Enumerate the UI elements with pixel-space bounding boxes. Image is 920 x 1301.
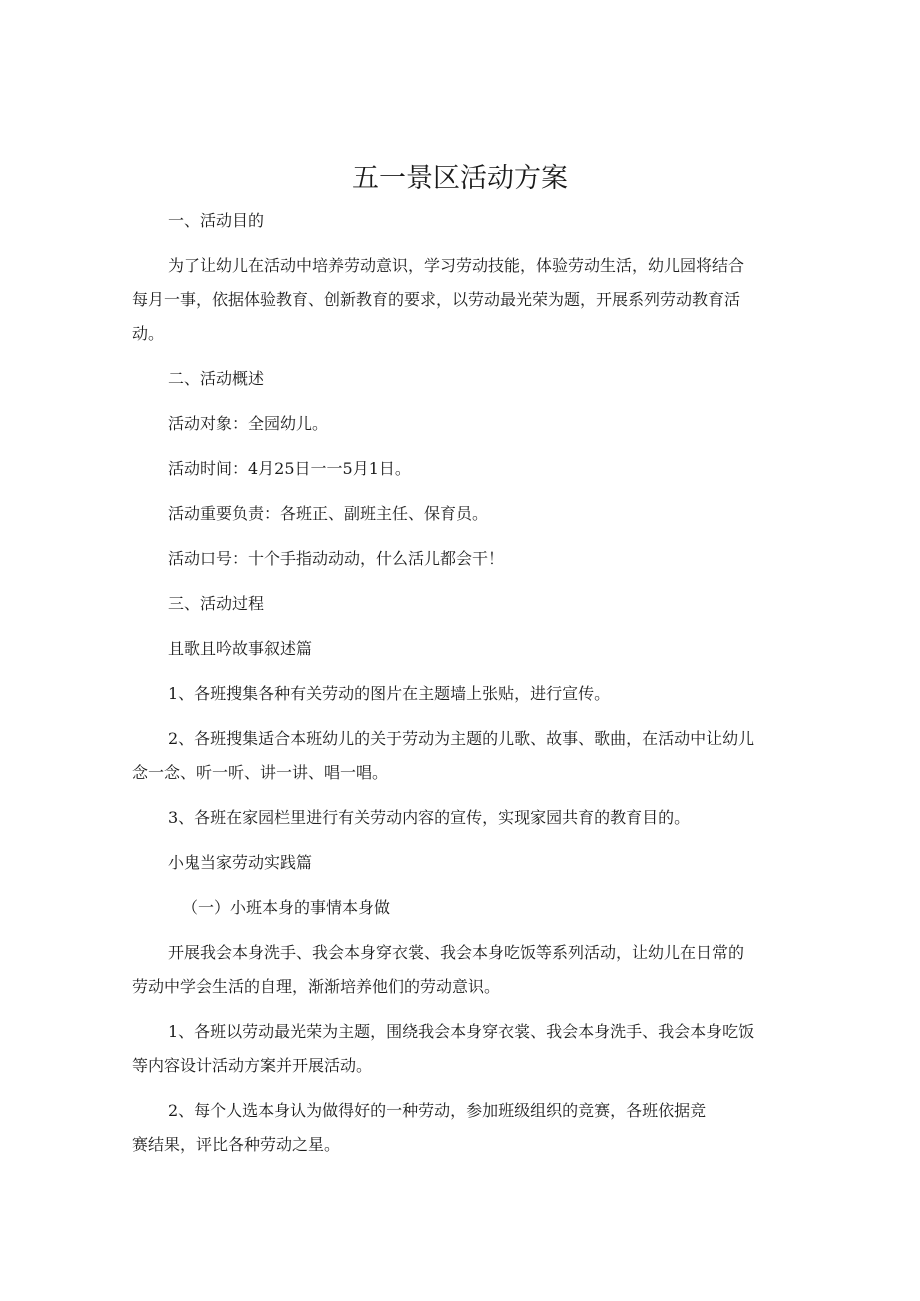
paragraph-line: 每月一事，依据体验教育、创新教育的要求，以劳动最光荣为题，开展系列劳动教育活 (132, 290, 741, 309)
section-heading: 二、活动概述 (168, 369, 265, 388)
paragraph (132, 249, 792, 351)
list-item (132, 1015, 792, 1083)
subsection-heading: 且歌且吟故事叙述篇 (168, 639, 313, 658)
paragraph-line: 1、各班以劳动最光荣为主题，围绕我会本身穿衣裳、我会本身洗手、我会本身吃饭 (168, 1022, 755, 1041)
list-item (132, 722, 792, 790)
paragraph-line: 赛结果，评比各种劳动之星。 (132, 1135, 341, 1154)
paragraph: 活动口号：十个手指动动动，什么活儿都会干！ (168, 549, 505, 568)
list-item: 3、各班在家园栏里进行有关劳动内容的宣传，实现家园共育的教育目的。 (168, 808, 691, 827)
paragraph-line: 劳动中学会生活的自理，渐渐培养他们的劳动意识。 (132, 977, 501, 996)
paragraph: 活动重要负责：各班正、副班主任、保育员。 (168, 504, 489, 523)
paragraph: 活动对象：全园幼儿。 (168, 414, 329, 433)
paragraph-line: 为了让幼儿在活动中培养劳动意识，学习劳动技能，体验劳动生活，幼儿园将结合 (168, 256, 745, 275)
section-heading: 一、活动目的 (168, 211, 265, 230)
subsection-heading: 小鬼当家劳动实践篇 (168, 853, 313, 872)
subsection-heading: （一）小班本身的事情本身做 (182, 898, 391, 917)
paragraph-line: 等内容设计活动方案并开展活动。 (132, 1056, 373, 1075)
paragraph-line: 开展我会本身洗手、我会本身穿衣裳、我会本身吃饭等系列活动，让幼儿在日常的 (168, 943, 745, 962)
paragraph: 活动时间：4月25日一一5月1日。 (168, 459, 411, 478)
section-heading: 三、活动过程 (168, 594, 265, 613)
paragraph-line: 动。 (132, 324, 165, 343)
paragraph-line: 2、每个人选本身认为做得好的一种劳动，参加班级组织的竞赛，各班依据竞 (168, 1101, 707, 1120)
document-body (132, 204, 792, 1173)
list-item: 1、各班搜集各种有关劳动的图片在主题墙上张贴，进行宣传。 (168, 684, 611, 703)
list-item (132, 1094, 792, 1162)
page-title: 五一景区活动方案 (352, 163, 568, 194)
paragraph (132, 936, 792, 1004)
paragraph-line: 2、各班搜集适合本班幼儿的关于劳动为主题的儿歌、故事、歌曲，在活动中让幼儿 (168, 729, 755, 748)
paragraph-line: 念一念、听一听、讲一讲、唱一唱。 (132, 763, 389, 782)
